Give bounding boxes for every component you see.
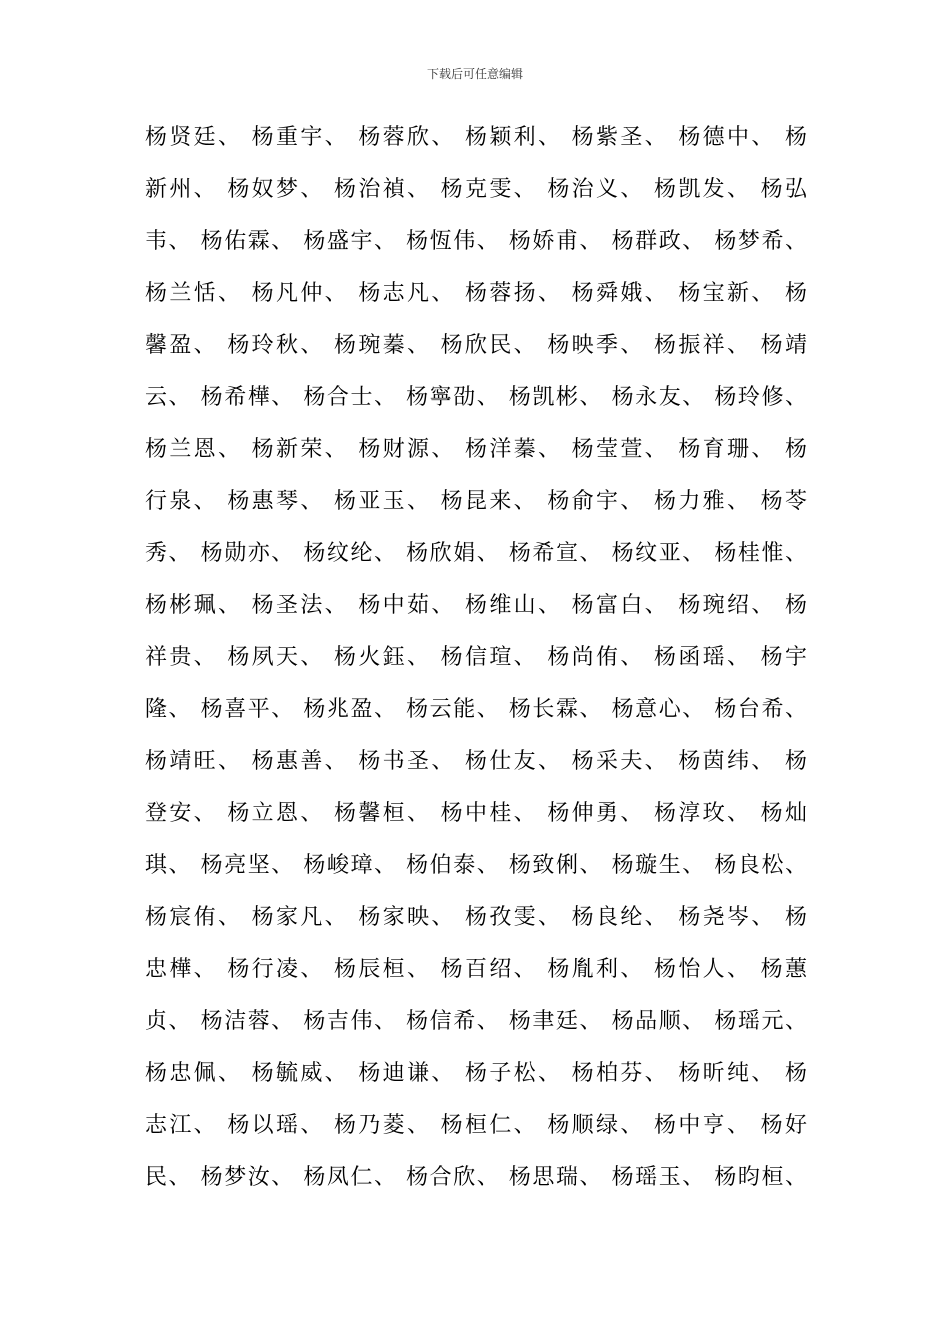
name-line: 杨兰恩、 杨新荣、 杨财源、 杨洋蓁、 杨莹萱、 杨育珊、 杨 (145, 437, 807, 462)
name-line: 祥贵、 杨夙天、 杨火鈺、 杨信瑄、 杨尚侑、 杨函瑶、 杨宇 (145, 645, 807, 670)
name-line: 志江、 杨以瑶、 杨乃菱、 杨桓仁、 杨顺绿、 杨中亨、 杨好 (145, 1113, 807, 1138)
name-line: 行泉、 杨惠琴、 杨亚玉、 杨昆来、 杨俞宇、 杨力雅、 杨苓 (145, 489, 807, 514)
name-line: 隆、 杨喜平、 杨兆盈、 杨云能、 杨长霖、 杨意心、 杨台希、 (145, 697, 807, 722)
name-line: 新州、 杨奴梦、 杨治禎、 杨克雯、 杨治义、 杨凯发、 杨弘 (145, 177, 807, 202)
name-line: 杨彬珮、 杨圣法、 杨中茹、 杨维山、 杨富白、 杨琬绍、 杨 (145, 593, 807, 618)
name-line: 杨兰恬、 杨凡仲、 杨志凡、 杨蓉扬、 杨舜娥、 杨宝新、 杨 (145, 281, 807, 306)
name-line: 馨盈、 杨玲秋、 杨琬蓁、 杨欣民、 杨映季、 杨振祥、 杨靖 (145, 333, 807, 358)
name-line: 秀、 杨勋亦、 杨纹纶、 杨欣娟、 杨希宣、 杨纹亚、 杨桂惟、 (145, 541, 807, 566)
page-header: 下载后可任意编辑 (426, 67, 523, 81)
name-line: 民、 杨梦汝、 杨凤仁、 杨合欣、 杨思瑞、 杨瑶玉、 杨昀桓、 (145, 1165, 807, 1190)
name-line: 贞、 杨洁蓉、 杨吉伟、 杨信希、 杨聿廷、 杨品顺、 杨瑶元、 (145, 1009, 807, 1034)
name-line: 杨贤廷、 杨重宇、 杨蓉欣、 杨颖利、 杨紫圣、 杨德中、 杨 (145, 125, 807, 150)
name-line: 杨宸侑、 杨家凡、 杨家映、 杨孜雯、 杨良纶、 杨尧岑、 杨 (145, 905, 807, 930)
name-line: 杨忠佩、 杨毓威、 杨迪谦、 杨子松、 杨柏芬、 杨昕纯、 杨 (145, 1061, 807, 1086)
name-line: 忠樺、 杨行凌、 杨辰桓、 杨百绍、 杨胤利、 杨怡人、 杨蕙 (145, 957, 807, 982)
name-line: 杨靖旺、 杨惠善、 杨书圣、 杨仕友、 杨采夫、 杨茵纬、 杨 (145, 749, 807, 774)
name-line: 琪、 杨亮坚、 杨峻璋、 杨伯泰、 杨致俐、 杨璇生、 杨良松、 (145, 853, 807, 878)
name-line: 云、 杨希樺、 杨合士、 杨寧劭、 杨凯彬、 杨永友、 杨玲修、 (145, 385, 807, 410)
name-line: 韦、 杨佑霖、 杨盛宇、 杨恆伟、 杨娇甫、 杨群政、 杨梦希、 (145, 229, 807, 254)
name-line: 登安、 杨立恩、 杨馨桓、 杨中桂、 杨伸勇、 杨淳玫、 杨灿 (145, 801, 807, 826)
name-list (145, 112, 807, 1204)
